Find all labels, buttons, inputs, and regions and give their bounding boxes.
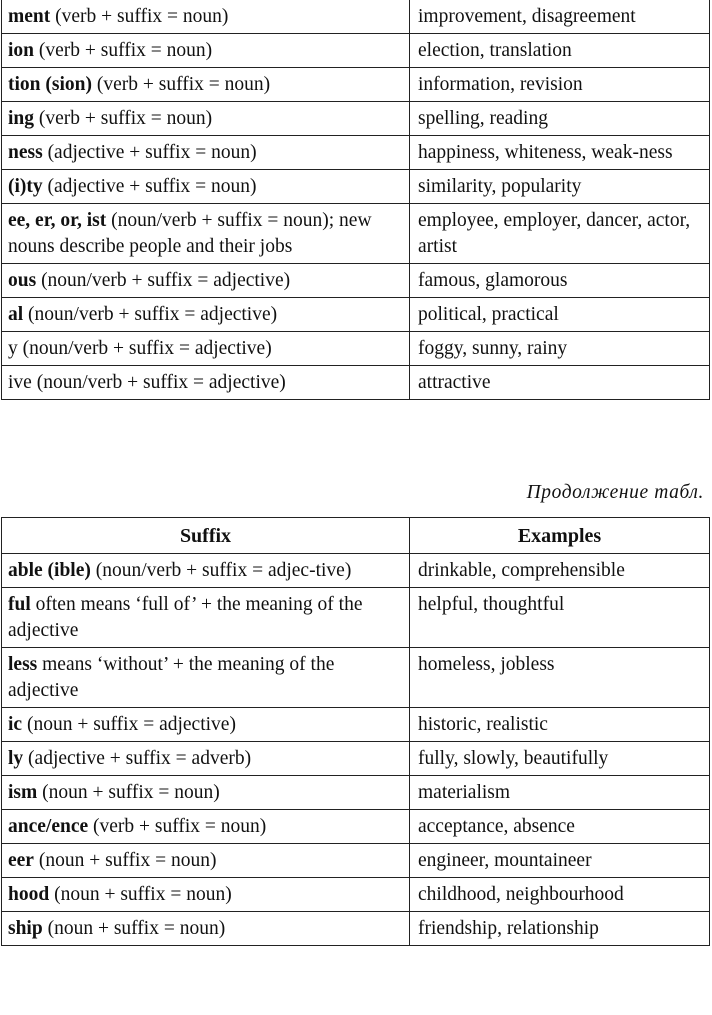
- suffix-term: less: [8, 654, 38, 675]
- continuation-label: Продолжение табл.: [526, 482, 704, 503]
- suffix-description: (adjective + suffix = adverb): [23, 748, 252, 769]
- suffix-description: (verb + suffix = noun): [34, 108, 213, 129]
- suffix-term: ance/ence: [8, 816, 89, 837]
- examples-cell: homeless, jobless: [410, 648, 710, 708]
- examples-cell: engineer, mountaineer: [410, 844, 710, 878]
- suffix-term: ness: [8, 142, 43, 163]
- examples-cell: political, practical: [410, 298, 710, 332]
- table-row: [2, 776, 710, 810]
- suffix-term: ism: [8, 782, 38, 803]
- suffix-description: y (noun/verb + suffix = adjective): [8, 338, 272, 359]
- table-row: [2, 34, 710, 68]
- suffix-cell: [2, 204, 410, 264]
- table-row: [2, 332, 710, 366]
- suffix-description: often means ‘full of’ + the meaning of the adjective: [8, 594, 363, 641]
- examples-cell: famous, glamorous: [410, 264, 710, 298]
- suffix-term: ee, er, or, ist: [8, 210, 107, 231]
- suffix-description: (noun/verb + suffix = adjective): [23, 304, 278, 325]
- examples-cell: materialism: [410, 776, 710, 810]
- suffix-description: (noun + suffix = noun): [42, 918, 226, 939]
- suffix-term: ly: [8, 748, 24, 769]
- suffix-term: eer: [8, 850, 34, 871]
- suffix-description: (adjective + suffix = noun): [42, 142, 257, 163]
- examples-cell: information, revision: [410, 68, 710, 102]
- suffix-term: al: [8, 304, 24, 325]
- examples-cell: helpful, thoughtful: [410, 588, 710, 648]
- examples-cell: happiness, whiteness, weak-ness: [410, 136, 710, 170]
- suffix-term: hood: [8, 884, 50, 905]
- table-row: [2, 68, 710, 102]
- header-row: [2, 518, 710, 554]
- suffix-table-part-1-body: [2, 0, 710, 400]
- suffix-description: (verb + suffix = noun): [34, 40, 213, 61]
- table-row: [2, 264, 710, 298]
- suffix-cell: [2, 366, 410, 400]
- suffix-cell: [2, 810, 410, 844]
- header-suffix: Suffix: [2, 518, 410, 554]
- suffix-description: (noun/verb + suffix = adjec-tive): [90, 560, 352, 581]
- suffix-cell: [2, 298, 410, 332]
- suffix-description: means ‘without’ + the meaning of the adjective: [8, 654, 335, 701]
- examples-cell: childhood, neighbourhood: [410, 878, 710, 912]
- suffix-term: (i)ty: [8, 176, 43, 197]
- table-row: [2, 0, 710, 34]
- suffix-cell: [2, 102, 410, 136]
- suffix-term: ic: [8, 714, 23, 735]
- table-row: [2, 844, 710, 878]
- suffix-cell: [2, 844, 410, 878]
- suffix-term: tion (sion): [8, 74, 92, 95]
- examples-cell: attractive: [410, 366, 710, 400]
- suffix-description: (noun + suffix = adjective): [22, 714, 236, 735]
- table-row: [2, 366, 710, 400]
- suffix-description: (verb + suffix = noun): [88, 816, 267, 837]
- examples-cell: fully, slowly, beautifully: [410, 742, 710, 776]
- suffix-cell: [2, 776, 410, 810]
- suffix-term: ous: [8, 270, 37, 291]
- suffix-description: (adjective + suffix = noun): [42, 176, 257, 197]
- suffix-term: ship: [8, 918, 43, 939]
- suffix-cell: [2, 708, 410, 742]
- table-row: [2, 810, 710, 844]
- suffix-table-part-2: [1, 517, 710, 946]
- examples-cell: drinkable, comprehensible: [410, 554, 710, 588]
- suffix-cell: [2, 588, 410, 648]
- examples-cell: friendship, relationship: [410, 912, 710, 946]
- suffix-cell: [2, 0, 410, 34]
- table-row: [2, 708, 710, 742]
- suffix-table-part-2-body: [2, 554, 710, 946]
- suffix-description: (noun/verb + suffix = noun); new nouns describe people and their jobs: [8, 210, 372, 257]
- suffix-cell: [2, 742, 410, 776]
- examples-cell: historic, realistic: [410, 708, 710, 742]
- suffix-table-part-1: [1, 0, 710, 400]
- examples-cell: improvement, disagreement: [410, 0, 710, 34]
- suffix-cell: [2, 170, 410, 204]
- examples-cell: election, translation: [410, 34, 710, 68]
- suffix-cell: [2, 68, 410, 102]
- examples-cell: employee, employer, dancer, actor, artist: [410, 204, 710, 264]
- suffix-description: (verb + suffix = noun): [91, 74, 271, 95]
- suffix-cell: [2, 912, 410, 946]
- table-row: [2, 170, 710, 204]
- examples-cell: spelling, reading: [410, 102, 710, 136]
- table-row: [2, 136, 710, 170]
- table-row: [2, 554, 710, 588]
- suffix-description: (noun + suffix = noun): [49, 884, 232, 905]
- table-row: [2, 204, 710, 264]
- table-row: [2, 878, 710, 912]
- suffix-cell: [2, 878, 410, 912]
- table-row: [2, 742, 710, 776]
- examples-cell: similarity, popularity: [410, 170, 710, 204]
- suffix-cell: [2, 332, 410, 366]
- suffix-term: ing: [8, 108, 35, 129]
- suffix-term: ion: [8, 40, 35, 61]
- suffix-term: ment: [8, 6, 51, 27]
- suffix-description: (noun + suffix = noun): [37, 782, 220, 803]
- suffix-cell: [2, 648, 410, 708]
- table-row: [2, 588, 710, 648]
- suffix-term: ful: [8, 594, 31, 615]
- suffix-cell: [2, 136, 410, 170]
- suffix-term: able (ible): [8, 560, 91, 581]
- table-row: [2, 912, 710, 946]
- suffix-description: ive (noun/verb + suffix = adjective): [8, 372, 286, 393]
- suffix-description: (verb + suffix = noun): [50, 6, 229, 27]
- suffix-cell: [2, 264, 410, 298]
- examples-cell: foggy, sunny, rainy: [410, 332, 710, 366]
- table-row: [2, 102, 710, 136]
- header-examples: Examples: [410, 518, 710, 554]
- suffix-description: (noun + suffix = noun): [33, 850, 217, 871]
- table-row: [2, 298, 710, 332]
- examples-cell: acceptance, absence: [410, 810, 710, 844]
- table-row: [2, 648, 710, 708]
- suffix-description: (noun/verb + suffix = adjective): [36, 270, 291, 291]
- suffix-cell: [2, 554, 410, 588]
- suffix-cell: [2, 34, 410, 68]
